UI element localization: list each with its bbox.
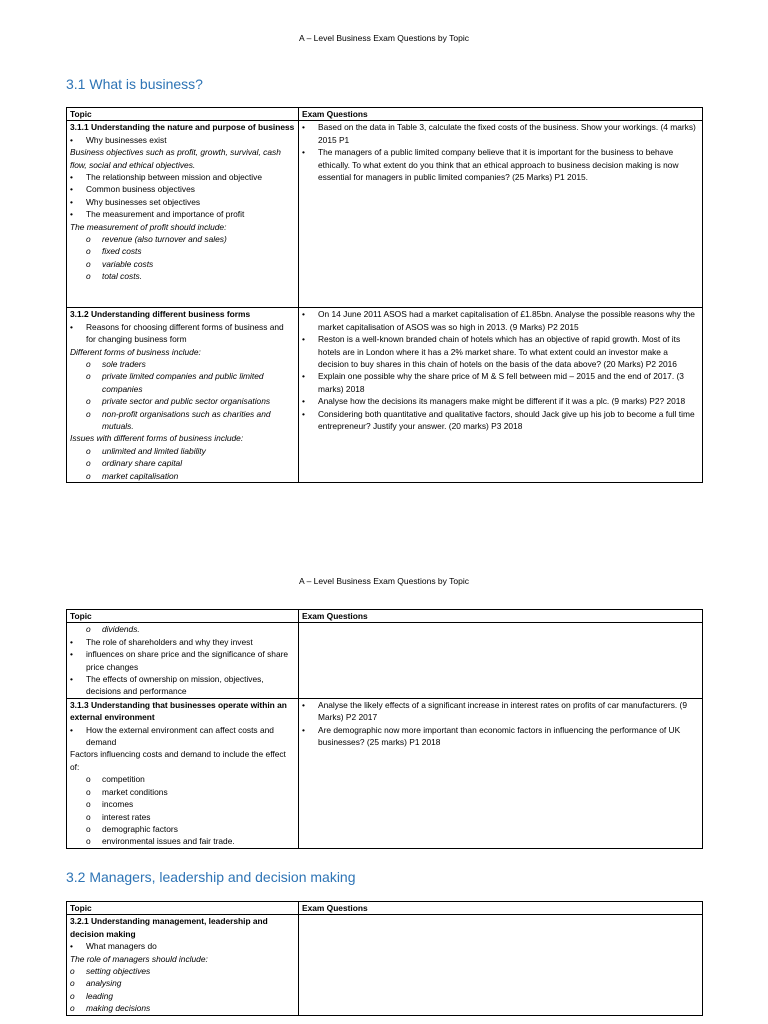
circle-bullet-icon: o — [86, 799, 91, 810]
topic-heading: 3.1.2 Understanding different business forms — [70, 309, 251, 320]
circle-bullet-icon: o — [86, 445, 91, 456]
topic-header: Topic — [67, 902, 299, 915]
bullet-icon: • — [70, 209, 73, 220]
running-header: A – Level Business Exam Questions by Topic — [299, 576, 469, 586]
circle-bullet-icon: o — [86, 836, 91, 847]
questions-cell — [299, 308, 703, 483]
circle-bullet-icon: o — [70, 966, 75, 977]
question-item: • Are demographic now more important than economic factors in influencing the performance of UK businesses? (25 marks) P1 2018 — [302, 724, 681, 748]
list-item: • The relationship between mission and objective — [70, 172, 262, 183]
questions-table — [66, 901, 703, 1016]
questions-cell — [299, 915, 703, 1015]
sub-list-item: o analysing — [70, 978, 122, 989]
circle-bullet-icon: o — [86, 234, 91, 245]
bullet-icon: • — [70, 134, 73, 145]
table-row — [67, 308, 703, 483]
running-header: A – Level Business Exam Questions by Topic — [299, 33, 469, 43]
bullet-icon: • — [70, 321, 73, 332]
sub-list-item: o variable costs — [70, 258, 295, 270]
topic-cell — [67, 308, 299, 483]
table-header-row — [67, 902, 703, 915]
circle-bullet-icon: o — [86, 774, 91, 785]
circle-bullet-icon: o — [86, 823, 91, 834]
circle-bullet-icon: o — [86, 396, 91, 407]
topic-note: Issues with different forms of business include: — [70, 433, 244, 444]
circle-bullet-icon: o — [86, 811, 91, 822]
questions-header: Exam Questions — [299, 108, 703, 121]
circle-bullet-icon: o — [86, 371, 91, 382]
list-item: • Why businesses exist — [70, 134, 167, 145]
sub-list-item: o setting objectives — [70, 966, 151, 977]
question-item: • Explain one possible why the share price of M & S fell between mid – 2015 and the end of 2017. (3 marks) 2018 — [302, 371, 684, 394]
sub-list-item: o leading — [70, 990, 114, 1001]
topic-heading: 3.1.3 Understanding that businesses operate within an external environment — [70, 699, 287, 723]
topic-cell — [67, 698, 299, 848]
circle-bullet-icon: o — [86, 786, 91, 797]
bullet-icon: • — [70, 184, 73, 195]
sub-list-item: o incomes — [70, 798, 295, 810]
bullet-icon: • — [302, 147, 305, 158]
bullet-icon: • — [302, 334, 305, 345]
bullet-icon: • — [302, 724, 305, 735]
questions-header: Exam Questions — [299, 902, 703, 915]
sub-list-item: o dividends. — [70, 623, 295, 635]
sub-list-item: o market capitalisation — [70, 470, 295, 482]
questions-table — [66, 609, 703, 849]
list-item: • Common business objectives — [70, 184, 195, 195]
section-title: 3.2 Managers, leadership and decision making — [66, 869, 356, 885]
circle-bullet-icon: o — [86, 359, 91, 370]
sub-list-item: o ordinary share capital — [70, 457, 295, 469]
sub-list-item: o fixed costs — [70, 245, 295, 257]
question-item: • Analyse the likely effects of a significant increase in interest rates on profits of car manufacturers. (9 Marks) P2 2017 — [302, 699, 687, 723]
questions-cell — [299, 623, 703, 698]
sub-list-item: o competition — [70, 773, 295, 785]
sub-list-item: o revenue (also turnover and sales) — [70, 233, 295, 245]
circle-bullet-icon: o — [86, 624, 91, 635]
bullet-icon: • — [70, 649, 73, 660]
table-row — [67, 623, 703, 698]
circle-bullet-icon: o — [70, 1003, 75, 1014]
circle-bullet-icon: o — [86, 271, 91, 282]
topic-note: Business objectives such as profit, growth, survival, cash flow, social and ethical objectives. — [70, 147, 281, 170]
table-header-row — [67, 108, 703, 121]
table-row — [67, 698, 703, 848]
circle-bullet-icon: o — [86, 258, 91, 269]
topic-note: The measurement of profit should include: — [70, 221, 227, 232]
list-item: • The measurement and importance of profit — [70, 209, 245, 220]
question-item: • Based on the data in Table 3, calculate the fixed costs of the business. Show your workings. (4 marks) 2015 P1 — [302, 122, 696, 145]
sub-list-item: o total costs. — [70, 270, 295, 282]
circle-bullet-icon: o — [70, 990, 75, 1001]
list-item: • How the external environment can affect costs and demand — [70, 724, 274, 748]
sub-list-item: o unlimited and limited liability — [70, 445, 295, 457]
bullet-icon: • — [302, 371, 305, 382]
circle-bullet-icon: o — [86, 408, 91, 419]
bullet-icon: • — [70, 941, 73, 952]
bullet-icon: • — [70, 724, 73, 735]
topic-heading: 3.1.1 Understanding the nature and purpose of business — [70, 122, 295, 133]
bullet-icon: • — [302, 309, 305, 320]
topic-heading: 3.2.1 Understanding management, leadership and decision making — [70, 916, 268, 939]
sub-list-item: o environmental issues and fair trade. — [70, 835, 295, 847]
question-item: • Considering both quantitative and qualitative factors, should Jack give up his job to become a full time entrepreneur? Justify your answer. (20 marks) P3 2018 — [302, 408, 695, 432]
sub-list-item: o private limited companies and public limited companies — [70, 370, 295, 395]
question-item: • On 14 June 2011 ASOS had a market capitalisation of £1.85bn. Analyse the possible reasons why the market capitalisation of ASOS was so high in 2013. (9 Marks) P2 2015 — [302, 309, 695, 332]
list-item: • influences on share price and the significance of share price changes — [70, 649, 289, 672]
topic-header: Topic — [67, 610, 299, 623]
section-title: 3.1 What is business? — [66, 76, 203, 92]
questions-cell — [299, 698, 703, 848]
list-item: • The role of shareholders and why they invest — [70, 636, 253, 647]
sub-list-item: o private sector and public sector organisations — [70, 395, 295, 407]
bullet-icon: • — [70, 636, 73, 647]
bullet-icon: • — [302, 408, 305, 419]
topic-cell — [67, 121, 299, 308]
bullet-icon: • — [302, 699, 305, 710]
bullet-icon: • — [70, 674, 73, 685]
bullet-icon: • — [302, 122, 305, 133]
table-row — [67, 915, 703, 1015]
list-item: • Why businesses set objectives — [70, 196, 201, 207]
table-row — [67, 121, 703, 308]
list-item: • Reasons for choosing different forms of business and for changing business form — [70, 321, 284, 345]
sub-list-item: o interest rates — [70, 811, 295, 823]
topic-header: Topic — [67, 108, 299, 121]
circle-bullet-icon: o — [86, 470, 91, 481]
list-item: • What managers do — [70, 941, 157, 952]
topic-cell — [67, 915, 299, 1015]
topic-note: Different forms of business include: — [70, 346, 201, 357]
question-item: • Reston is a well-known branded chain of hotels which has an objective of rapid growth. Most of its hotels are in London where it has a 2% market share. To what extent could an investor make a decision to buy shares in this chain of hotels on the basis of the data above? (20 Marks) P2 2016 — [302, 334, 681, 370]
topic-note: Factors influencing costs and demand to include the effect of: — [70, 749, 286, 772]
bullet-icon: • — [70, 172, 73, 183]
questions-header: Exam Questions — [299, 610, 703, 623]
sub-list-item: o demographic factors — [70, 823, 295, 835]
questions-cell — [299, 121, 703, 308]
sub-list-item: o making decisions — [70, 1003, 151, 1014]
sub-list-item: o market conditions — [70, 786, 295, 798]
sub-list-item: o non-profit organisations such as charities and mutuals. — [70, 408, 295, 433]
topic-cell — [67, 623, 299, 698]
question-item: • The managers of a public limited company believe that it is important for the business to behave ethically. To what extent do you think that an ethical approach to business decision making is now essential for managers in public limited companies? (25 Marks) P1 2015. — [302, 147, 679, 183]
bullet-icon: • — [302, 396, 305, 407]
circle-bullet-icon: o — [86, 246, 91, 257]
sub-list-item: o sole traders — [70, 358, 295, 370]
table-header-row — [67, 610, 703, 623]
topic-note: The role of managers should include: — [70, 953, 208, 964]
circle-bullet-icon: o — [70, 978, 75, 989]
questions-table — [66, 107, 703, 483]
bullet-icon: • — [70, 196, 73, 207]
list-item: • The effects of ownership on mission, objectives, decisions and performance — [70, 674, 264, 697]
circle-bullet-icon: o — [86, 458, 91, 469]
question-item: • Analyse how the decisions its managers make might be different if it was a plc. (9 marks) P2? 2018 — [302, 396, 686, 407]
